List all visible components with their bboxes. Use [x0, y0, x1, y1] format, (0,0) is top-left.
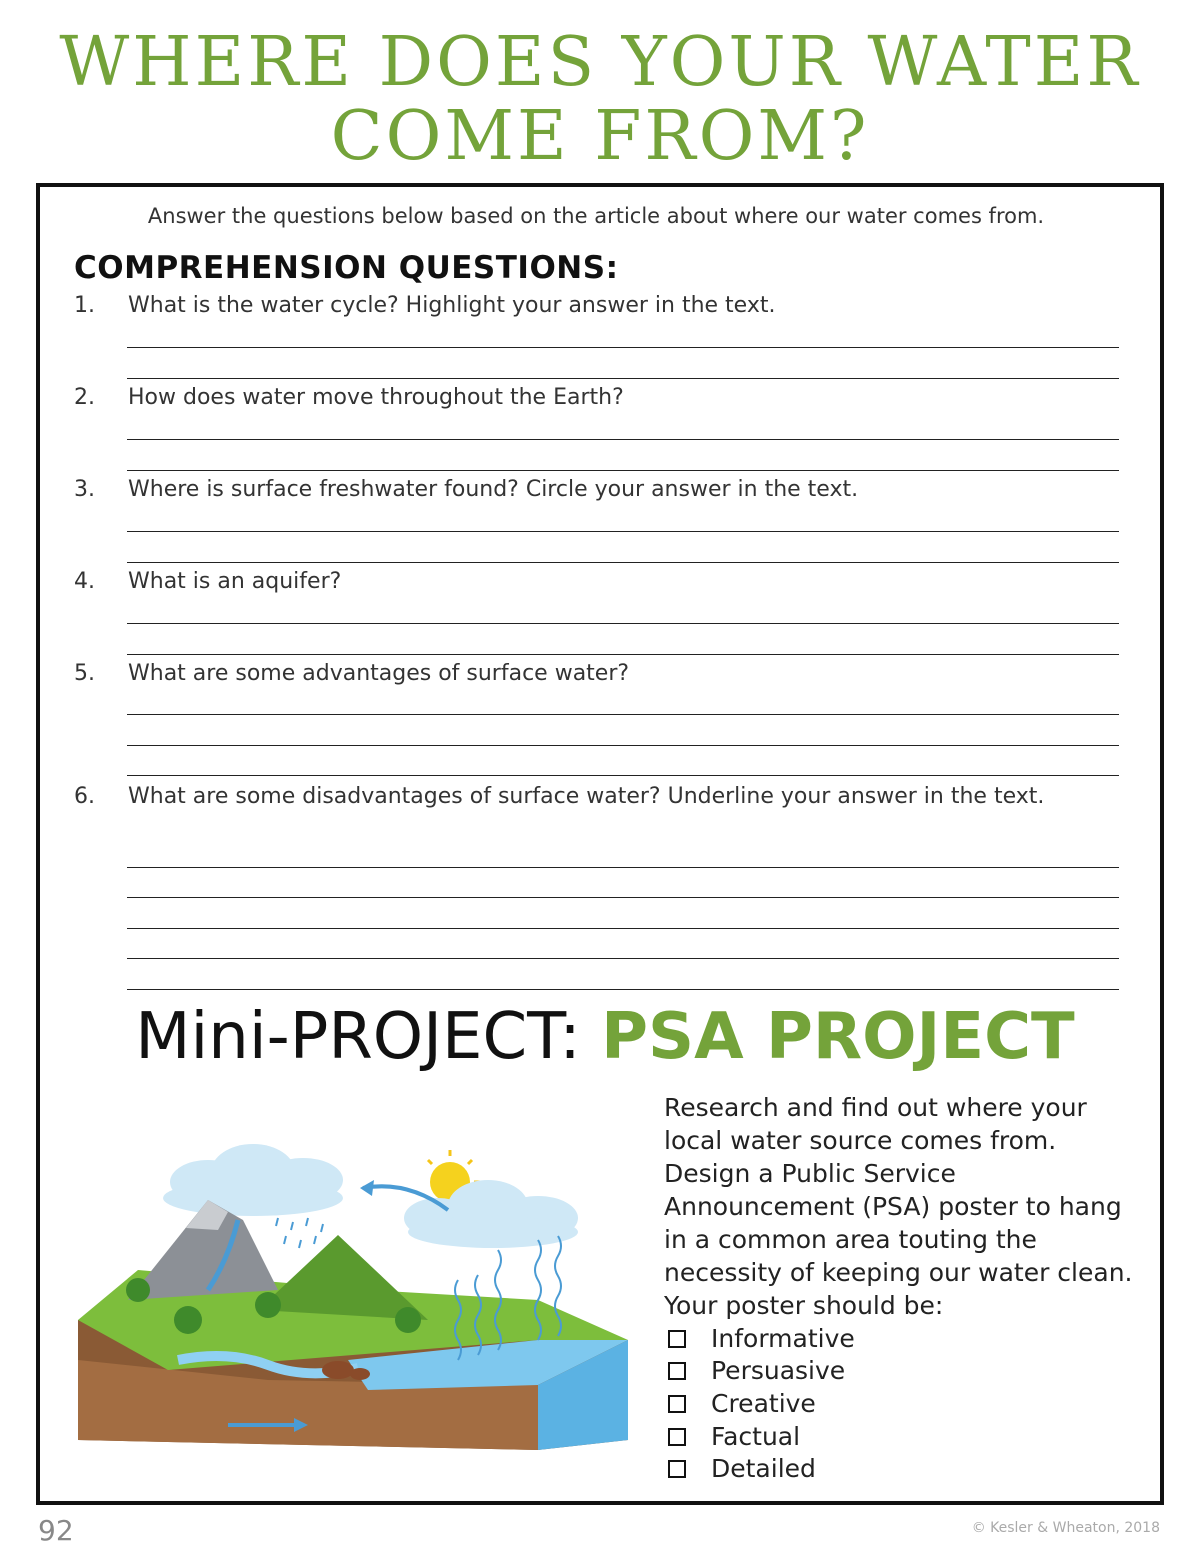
checkbox-icon[interactable]	[668, 1330, 686, 1348]
question-text: What is an aquifer?	[128, 569, 342, 594]
answer-line[interactable]	[127, 745, 1119, 746]
water-cycle-illustration	[68, 1140, 638, 1470]
question-number: 4.	[74, 569, 95, 594]
answer-line[interactable]	[127, 378, 1119, 379]
answer-line[interactable]	[127, 562, 1119, 563]
answer-line[interactable]	[127, 470, 1119, 471]
section-heading: COMPREHENSION QUESTIONS:	[74, 250, 619, 286]
question-text: What are some advantages of surface water?	[128, 661, 630, 686]
cloud-icon	[163, 1144, 343, 1216]
answer-line[interactable]	[127, 714, 1119, 715]
answer-line[interactable]	[127, 775, 1119, 776]
question-text: Where is surface freshwater found? Circle your answer in the text.	[128, 477, 859, 502]
question-text: What are some disadvantages of surface water? Underline your answer in the text.	[128, 784, 1045, 809]
checkbox-icon[interactable]	[668, 1395, 686, 1413]
answer-line[interactable]	[127, 654, 1119, 655]
title-line-2: COME FROM?	[330, 97, 870, 176]
checkbox-icon[interactable]	[668, 1428, 686, 1446]
checklist-label: Creative	[711, 1389, 816, 1418]
question-number: 3.	[74, 477, 95, 502]
checklist-label: Factual	[711, 1422, 801, 1451]
question-number: 1.	[74, 293, 95, 318]
answer-line[interactable]	[127, 897, 1119, 898]
answer-line[interactable]	[127, 347, 1119, 348]
project-description: Research and find out where your local water source comes from. Design a Public Service Announcement (PSA) poster to hang in a common area touting the necessity of keeping our water clean. Your poster should be:	[664, 1093, 1133, 1320]
question-number: 5.	[74, 661, 95, 686]
question-text: How does water move throughout the Earth?	[128, 385, 624, 410]
checklist-label: Informative	[711, 1324, 855, 1353]
answer-line[interactable]	[127, 623, 1119, 624]
question-number: 2.	[74, 385, 95, 410]
rain-drops	[276, 1218, 323, 1248]
instructions: Answer the questions below based on the article about where our water comes from.	[147, 204, 1045, 228]
page-number: 92	[38, 1514, 74, 1547]
answer-line[interactable]	[127, 867, 1119, 868]
answer-line[interactable]	[127, 439, 1119, 440]
answer-line[interactable]	[127, 958, 1119, 959]
answer-line[interactable]	[127, 531, 1119, 532]
question-text: What is the water cycle? Highlight your answer in the text.	[128, 293, 776, 318]
mini-project-accent: PSA PROJECT	[601, 1000, 1075, 1074]
checkbox-icon[interactable]	[668, 1362, 686, 1380]
page-title	[0, 23, 1200, 176]
checkbox-icon[interactable]	[668, 1460, 686, 1478]
answer-line[interactable]	[127, 928, 1119, 929]
checklist-label: Persuasive	[711, 1356, 846, 1385]
mini-project-title	[0, 1000, 1200, 1074]
cloud-icon	[404, 1180, 578, 1248]
hill	[258, 1235, 428, 1320]
title-line-1: WHERE DOES YOUR WATER	[59, 23, 1141, 102]
checklist-label: Detailed	[711, 1454, 816, 1483]
mini-project-prefix: Mini-PROJECT:	[135, 1000, 602, 1074]
copyright: © Kesler & Wheaton, 2018	[971, 1520, 1160, 1536]
question-number: 6.	[74, 784, 95, 809]
answer-line[interactable]	[127, 989, 1119, 990]
